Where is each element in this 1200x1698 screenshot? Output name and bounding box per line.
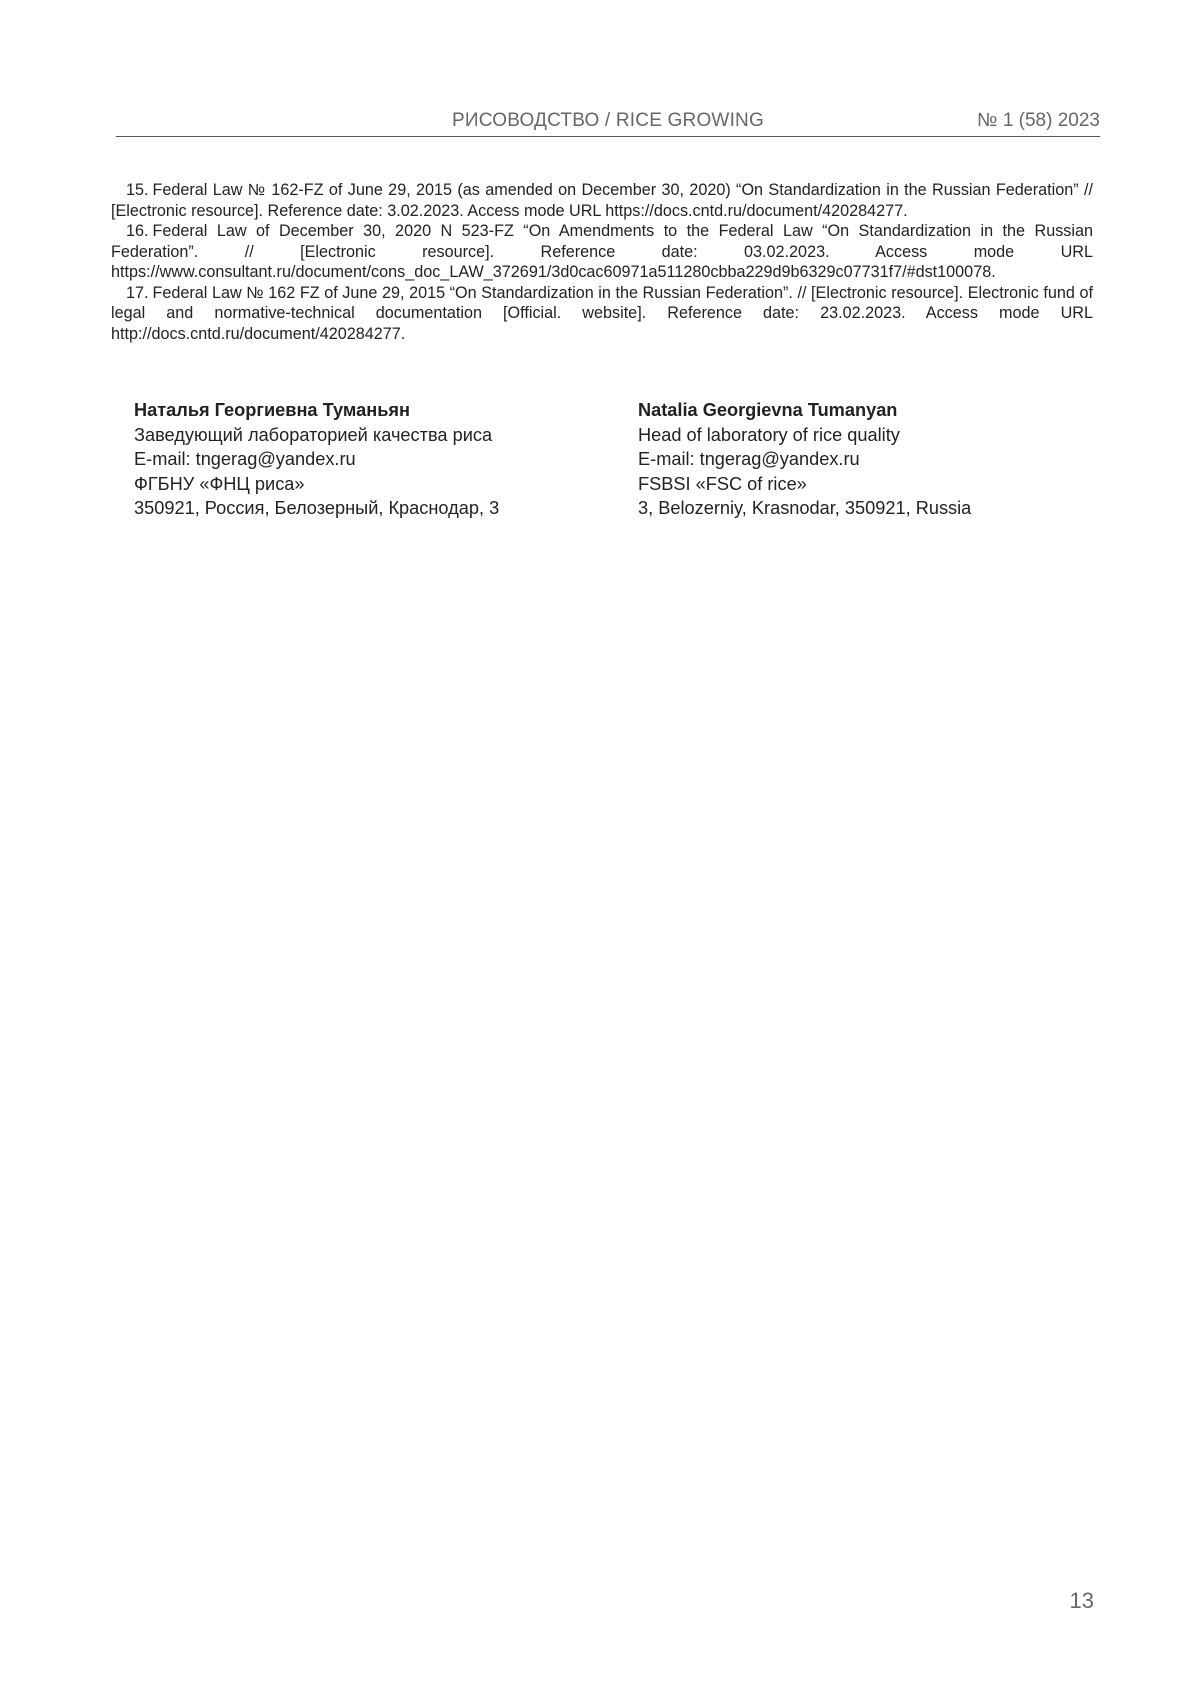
author-position: Head of laboratory of rice quality	[638, 424, 900, 445]
reference-text: Federal Law of December 30, 2020 N 523-FZ “On Amendments to the Federal Law “On Standardization in the Russian Federation”. // [Electronic resource]. Reference date: 03.02.2023. Access mode URL https://www.consultant.ru/document/cons_doc_LAW_372691/3d0cac60971a511280cbba229d9b6329c07731f7/#dst100078.	[111, 222, 1093, 281]
author-name: Наталья Георгиевна Туманьян	[134, 400, 410, 420]
author-address: 3, Belozerniy, Krasnodar, 350921, Russia	[638, 498, 972, 518]
author-email: E-mail: tngerag@yandex.ru	[134, 449, 356, 469]
reference-item-15	[111, 180, 1093, 221]
author-name: Natalia Georgievna Tumanyan	[638, 400, 898, 420]
page-number: 13	[1069, 1588, 1094, 1613]
author-organization: FSBSI «FSC of rice»	[638, 473, 807, 494]
author-position: Заведующий лабораторией качества риса	[134, 424, 493, 445]
reference-number: 15.	[126, 181, 149, 199]
reference-item-17	[111, 283, 1093, 345]
reference-list	[111, 180, 1093, 344]
author-info-russian	[134, 398, 499, 521]
reference-item-16	[111, 221, 1093, 283]
author-email: E-mail: tngerag@yandex.ru	[638, 449, 860, 469]
issue-number: № 1 (58) 2023	[977, 110, 1100, 131]
reference-number: 16.	[126, 222, 149, 240]
running-header	[116, 106, 1100, 137]
author-organization: ФГБНУ «ФНЦ риса»	[134, 473, 305, 494]
author-info-english	[638, 398, 971, 521]
journal-title: РИСОВОДСТВО / RICE GROWING	[452, 110, 764, 131]
reference-text: Federal Law № 162-FZ of June 29, 2015 (as amended on December 30, 2020) “On Standardization in the Russian Federation” // [Electronic resource]. Reference date: 3.02.2023. Access mode URL https://docs.cntd.ru/document/420284277.	[111, 181, 1093, 220]
reference-text: Federal Law № 162 FZ of June 29, 2015 “On Standardization in the Russian Federation”. // [Electronic resource]. Electronic fund of legal and normative-technical documentation [Official. website]. Reference date: 23.02.2023. Access mode URL http://docs.cntd.ru/document/420284277.	[111, 283, 1093, 343]
author-address: 350921, Россия, Белозерный, Краснодар, 3	[134, 498, 500, 518]
reference-number: 17.	[126, 283, 149, 302]
